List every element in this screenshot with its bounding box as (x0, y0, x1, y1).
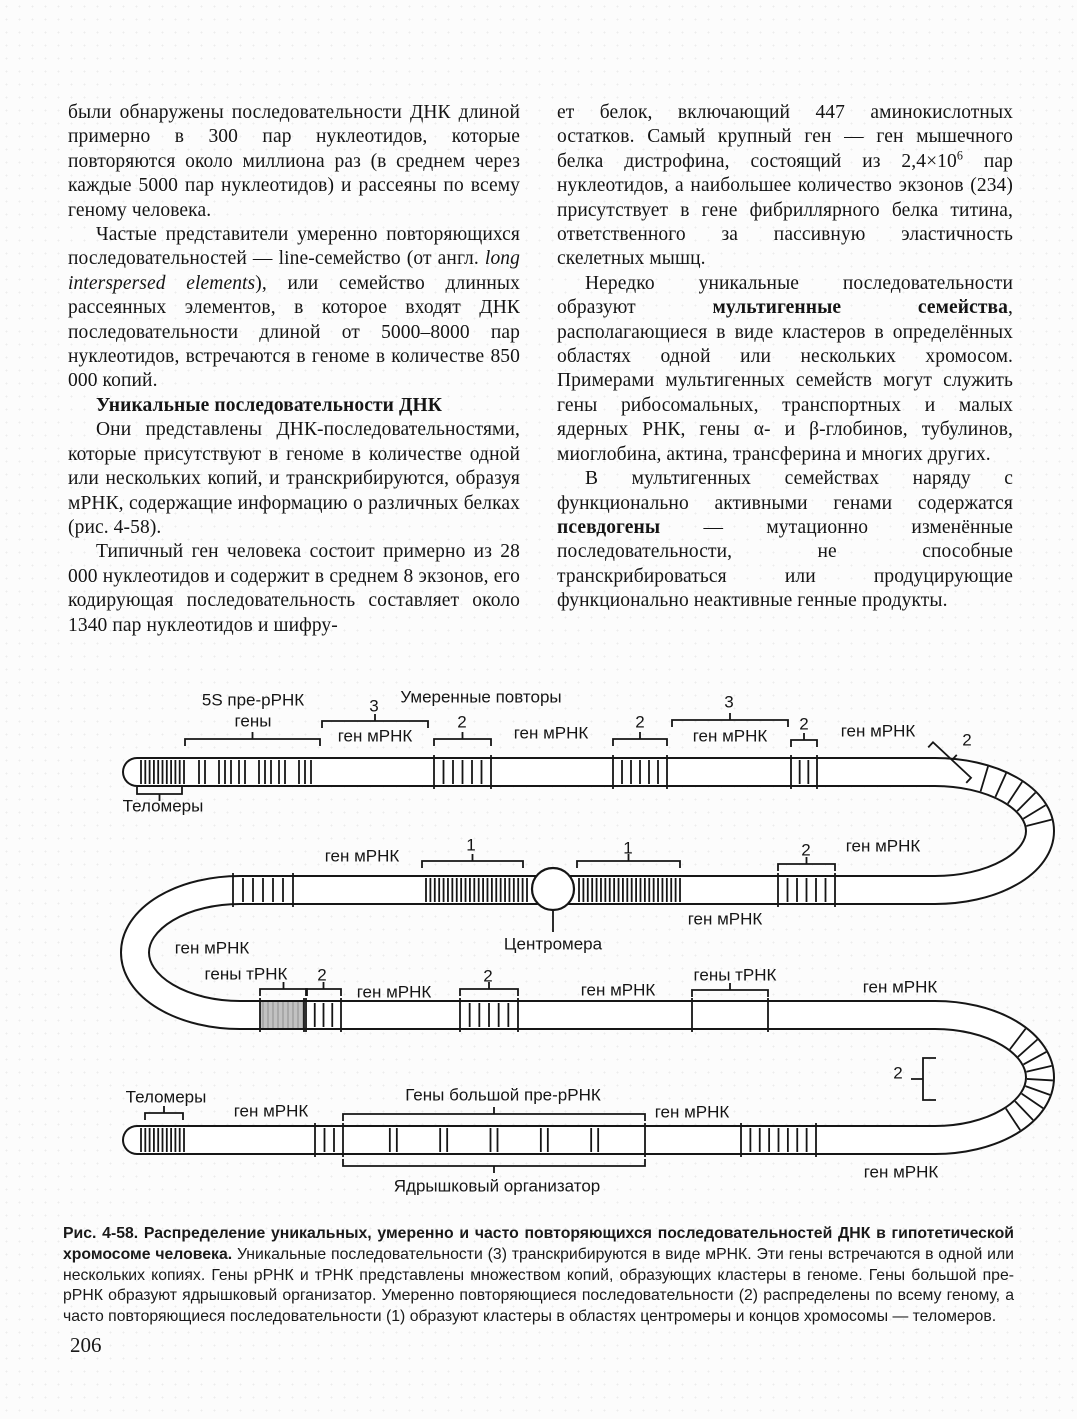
diagram-label-trna-genes-left: гены тРНК (204, 964, 288, 984)
diagram-label-mrna-curve-left: ген мРНК (174, 938, 250, 958)
text-segment-normal: Нередко уникальные последовательности образуют (557, 272, 1013, 319)
bracket-turn-3-4 (911, 1058, 936, 1100)
diagram-label-num2-row1-a: 2 (457, 712, 467, 732)
region-bracket-3 (434, 732, 491, 746)
gray-trna-block (260, 1002, 304, 1028)
diagram-label-5s-pre-rrna-line1: 5S пре-рРНК (201, 690, 305, 710)
diagram-label-trna-genes-right: гены тРНК (693, 965, 777, 985)
diagram-label-mrna-row4-a: ген мРНК (233, 1101, 309, 1121)
diagram-label-mrna-row1-d: ген мРНК (840, 721, 916, 741)
diagram-label-mrna-row3-c: ген мРНК (862, 977, 938, 997)
diagram-label-5s-pre-rrna-line2: гены (234, 711, 272, 731)
region-bracket-4 (613, 732, 667, 746)
text-segment-normal: Типичный ген человека состоит примерно из 28 000 нуклеотидов и содержит в среднем 8 экзонов, его кодирующая последовательность составляет около 1340 пар нуклеотидов и шифру- (68, 541, 520, 636)
text-segment-bold: псевдогены (557, 516, 661, 538)
page-number: 206 (70, 1333, 102, 1357)
text-segment-normal: пар нуклеотидов, а наибольшее количество экзонов (234) присутствует в гене фибриллярного белка титина, ответственного за пассивную эластичность скелетных мышц. (557, 150, 1013, 270)
diagram-label-mrna-row3-a: ген мРНК (356, 982, 432, 1002)
text-segment-bold: Уникальные последовательности ДНК (96, 394, 443, 416)
diagram-label-large-pre-rrna-genes: Гены большой пре-рРНК (405, 1085, 601, 1105)
region-bracket-17 (343, 1159, 645, 1173)
caption-segment-bold: Рис. 4-58. Распределение уникальных, умеренно и часто повторяющихся последовательностей ДНК в гипотетической хромосоме человека. (63, 1225, 1014, 1263)
diagram-label-num2-row3-b: 2 (483, 966, 493, 986)
text-segment-normal: , располагающиеся в виде кластеров в определённых областях одной или нескольких хромосом. Примерами мультигенных семейств могут служить гены рибосомальных, транспортных и малых ядерных РНК, гены α- и β-глобинов, тубулинов, миоглобина, актина, трансферина и многих других. (557, 297, 1013, 465)
text-segment-normal: Они представлены ДНК-последовательностями, которые присутствуют в геноме в количестве одной или нескольких копий, и транскрибируются, образуя мРНК, содержащие информацию о различных белках (рис. 4-58). (68, 419, 520, 538)
centromere-circle (532, 868, 574, 910)
diagram-label-num3-row1-left: 3 (369, 696, 379, 716)
diagram-label-telomere-bottom: Теломеры (125, 1087, 207, 1107)
region-bracket-15 (145, 1106, 183, 1120)
diagram-label-mrna-row2-a: ген мРНК (324, 846, 400, 866)
diagram-label-centromere-label: Центромера (503, 934, 603, 954)
diagram-label-mrna-row2-b: ген мРНК (687, 909, 763, 929)
diagram-label-num2-row1-c: 2 (799, 714, 809, 734)
diagram-label-mrna-row4-c: ген мРНК (863, 1162, 939, 1182)
region-bracket-16 (343, 1107, 645, 1121)
text-segment-normal: В мультигенных семействах наряду с функционально активными генами содержатся (557, 468, 1013, 514)
diagram-label-mrna-row3-b: ген мРНК (580, 980, 656, 1000)
diagram-label-num2-curve-top: 2 (962, 730, 972, 750)
diagram-label-num1-right: 1 (623, 838, 633, 858)
diagram-label-telomere-top: Теломеры (122, 796, 204, 816)
text-segment-italic: long interspersed elements (68, 248, 520, 294)
diagram-label-num2-row1-b: 2 (635, 712, 645, 732)
figure-caption (63, 1224, 1014, 1328)
text-segment-normal: Частые представители умеренно повторяющихся последовательностей — line-семейство (от англ. (68, 224, 520, 270)
region-bracket-11 (260, 982, 307, 996)
diagram-label-mrna-row4-b: ген мРНК (654, 1102, 730, 1122)
text-segment-bold: мультигенные семейства (712, 297, 1009, 319)
region-bracket-5 (672, 713, 788, 727)
caption-segment-normal: Уникальные последовательности (3) транскрибируются в виде мРНК. Эти гены встречаются в одной или нескольких копиях. Гены рРНК и тРНК представлены множеством копий, образующих кластеры в геноме. Гены большой пре-рРНК образуют ядрышковый организатор. Умеренно повторяющиеся последовательности (2) распределены по всему геному, а часто повторяющиеся последовательности (1) образуют кластеры в областях центромеры и концов хромосомы — теломеров. (63, 1245, 1014, 1326)
region-bracket-14 (692, 983, 768, 997)
diagram-label-num2-row3-a: 2 (317, 965, 327, 985)
diagram-label-mrna-row1-b: ген мРНК (513, 723, 589, 743)
diagram-label-moderate-repeats-title: Умеренные повторы (400, 687, 562, 707)
region-bracket-6 (791, 733, 817, 747)
diagram-label-num1-left: 1 (466, 835, 476, 855)
diagram-label-mrna-row1-a: ген мРНК (337, 726, 413, 746)
text-segment-normal: ), или семейство длинных рассеянных элементов, в которое входят ДНК последовательности длиной от 5000–8000 пар нуклеотидов, встречаются в геноме в количестве 850 000 копий. (68, 272, 520, 392)
text-segment-sup: 6 (956, 148, 964, 163)
text-segment-normal: — мутационно изменённые последовательности, не способные транскрибироваться или продуцирующие функционально неактивные генные продукты. (557, 516, 1013, 612)
region-bracket-8 (422, 854, 523, 868)
diagram-label-nucleolar-organizer: Ядрышковый организатор (393, 1176, 601, 1196)
diagram-label-mrna-row1-c: ген мРНК (692, 726, 768, 746)
diagram-label-num3-row1-right: 3 (724, 692, 734, 712)
region-bracket-1 (185, 732, 320, 746)
text-segment-normal: ет белок, включающий 447 аминокислотных остатков. Самый крупный ген — ген мышечного белка дистрофина, состоящий из 2,4×10 (557, 102, 1013, 172)
diagram-label-num2-curve-bottom: 2 (893, 1063, 903, 1083)
diagram-label-mrna-row2-c: ген мРНК (845, 836, 921, 856)
text-segment-normal: были обнаружены последовательности ДНК длиной примерно в 300 пар нуклеотидов, которые повторяются около миллиона раз (в среднем через каждые 5000 пар нуклеотидов) и рассеяны по всему геному человека. (68, 102, 520, 221)
diagram-label-num2-row2: 2 (801, 840, 811, 860)
